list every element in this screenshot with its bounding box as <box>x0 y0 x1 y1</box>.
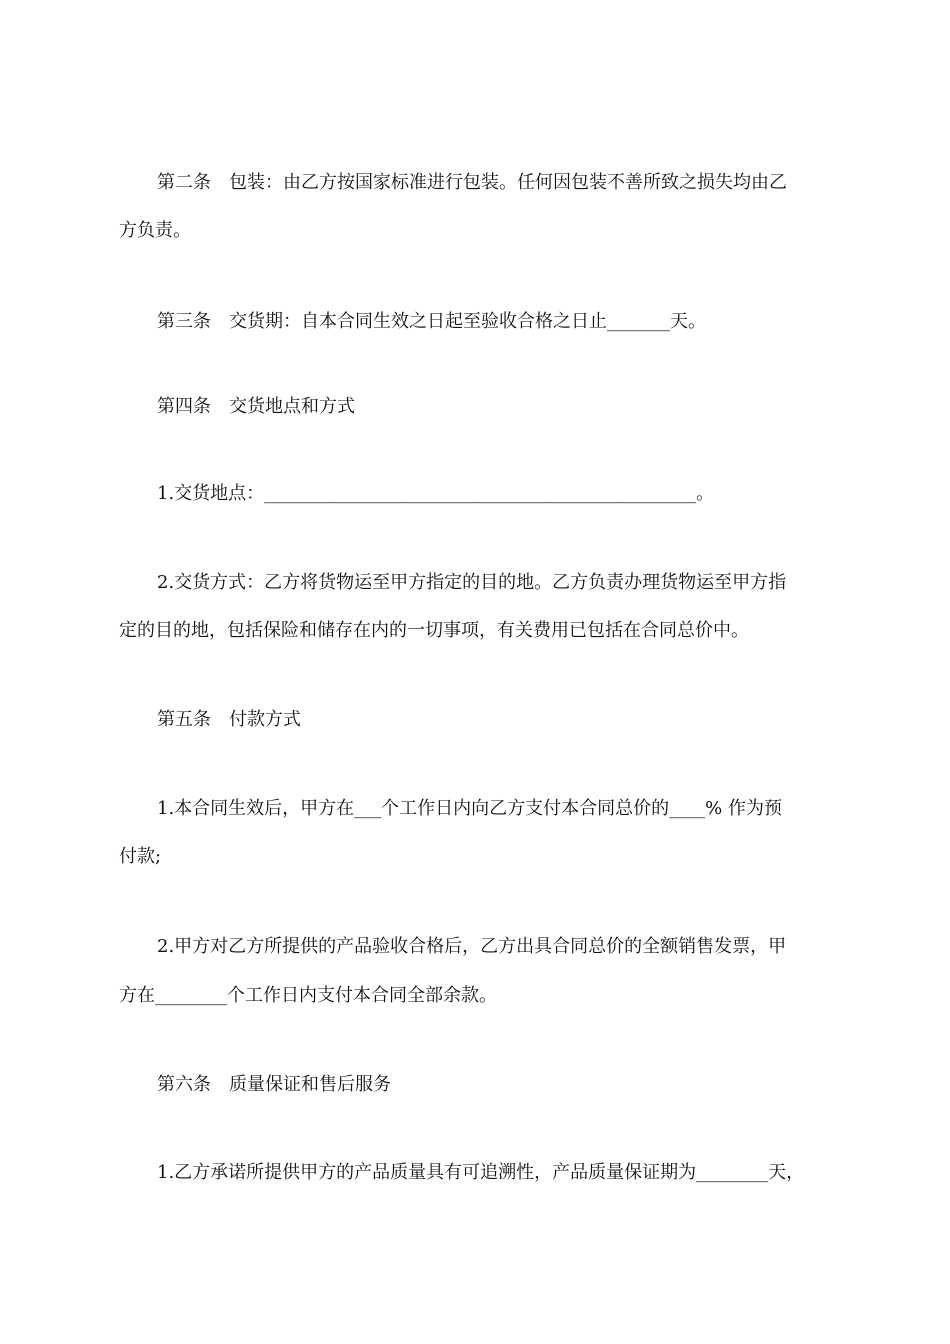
article-5-item-2-line-2: 方在________个工作日内支付本合同全部余款。 <box>119 985 497 1006</box>
article-2-text: 包装：由乙方按国家标准进行包装。任何因包装不善所致之损失均由乙 <box>229 172 787 193</box>
article-2-line-2: 方负责。 <box>119 220 191 241</box>
article-3-line <box>157 310 706 334</box>
article-2-line-1 <box>157 171 787 195</box>
article-5-item-2-line-1: 2.甲方对乙方所提供的产品验收合格后，乙方出具合同总价的全额销售发票，甲 <box>157 936 787 957</box>
article-5-item-1-line-2: 付款; <box>119 846 162 867</box>
article-3-heading: 第三条 <box>157 311 211 332</box>
article-5-item-1-line-1: 1.本合同生效后，甲方在___个工作日内向乙方支付本合同总价的____% 作为预 <box>157 798 782 819</box>
article-5-title: 付款方式 <box>229 709 301 730</box>
article-4-item-2-line-1: 2.交货方式：乙方将货物运至甲方指定的目的地。乙方负责办理货物运至甲方指 <box>157 572 787 593</box>
article-5-heading-line <box>157 708 301 732</box>
article-5-heading: 第五条 <box>157 709 211 730</box>
article-6-title: 质量保证和售后服务 <box>229 1074 391 1095</box>
article-4-heading-line <box>157 395 355 419</box>
article-6-heading-line <box>157 1073 391 1097</box>
article-2-heading: 第二条 <box>157 172 211 193</box>
article-4-item-2-line-2: 定的目的地，包括保险和储存在内的一切事项，有关费用已包括在合同总价中。 <box>119 620 749 641</box>
article-4-heading: 第四条 <box>157 396 211 417</box>
article-6-item-1-line-1: 1.乙方承诺所提供甲方的产品质量具有可追溯性，产品质量保证期为________天， <box>157 1162 805 1183</box>
article-3-text: 交货期：自本合同生效之日起至验收合格之日止_______天。 <box>229 311 706 332</box>
article-4-item-1: 1.交货地点：________________________________________________。 <box>157 483 715 504</box>
article-6-heading: 第六条 <box>157 1074 211 1095</box>
article-4-title: 交货地点和方式 <box>229 396 355 417</box>
